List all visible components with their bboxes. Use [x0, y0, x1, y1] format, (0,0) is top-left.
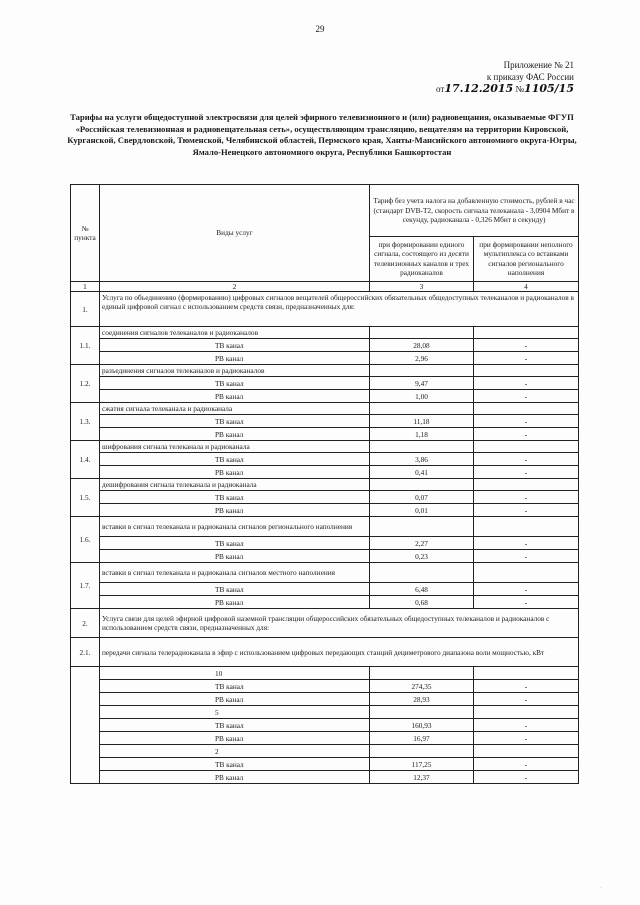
item-num: 1.3.: [71, 403, 100, 441]
order-date: 17.12.2015: [444, 82, 514, 95]
item-name: вставки в сигнал телеканала и радиоканала сигналов местного наполнения: [100, 563, 370, 583]
pb-value: 28,93: [370, 693, 474, 706]
pb-value: 16,97: [370, 732, 474, 745]
dash-value: -: [474, 771, 579, 784]
dash-value: -: [474, 415, 579, 428]
pb-value: 12,37: [370, 771, 474, 784]
header-col3: при формировании единого сигнала, состоящего из десяти телевизионных каналов и трех радиоканалов: [370, 236, 474, 281]
power-value: 5: [100, 706, 370, 719]
tv-label: ТВ канал: [100, 680, 370, 693]
dash-value: -: [474, 352, 579, 365]
table-row: [71, 550, 579, 563]
tv-value: 274,35: [370, 680, 474, 693]
order-number: 1105/15: [524, 82, 574, 95]
tv-value: 9,47: [370, 377, 474, 390]
dash-value: -: [474, 732, 579, 745]
table-row: [71, 680, 579, 693]
header-tariff: Тариф без учета налога на добавленную стоимость, рублей в час (стандарт DVB-T2, скорость сигнала телеканала - 3,0904 Мбит в секунду, радиоканала - 0,326 Мбит в секунду): [370, 185, 579, 237]
dash-value: -: [474, 491, 579, 504]
tv-value: 11,18: [370, 415, 474, 428]
header-col4: при формировании неполного мультиплекса со вставками сигналов регионального наполнения: [474, 236, 579, 281]
table-row: [71, 596, 579, 609]
table-row: [71, 339, 579, 352]
pb-label: РВ канал: [100, 390, 370, 403]
pb-value: 0,41: [370, 466, 474, 479]
pb-label: РВ канал: [100, 550, 370, 563]
table-row: [71, 745, 579, 758]
table-row: [71, 352, 579, 365]
pb-value: 0,01: [370, 504, 474, 517]
dash-value: -: [474, 466, 579, 479]
appendix-order-ref: к приказу ФАС России: [486, 71, 574, 82]
document-title: Тарифы на услуги общедоступной электросвязи для целей эфирного телевизионного и (или) радиовещания, оказываемые ФГУП «Российская телевизионная и радиовещательная сеть», осуществляющим трансляцию, вещателям на территории Кировской, Курганской, Свердловской, Тюменской, Челябинской областей, Пермского края, Ханты-Мансийского автономного округа-Югры, Ямало-Ненецкого автономного округа, Республики Башкортостан: [67, 112, 577, 157]
table-row: [71, 327, 579, 339]
table-row: [71, 453, 579, 466]
dash-value: -: [474, 453, 579, 466]
pb-value: 1,18: [370, 428, 474, 441]
table-row: [71, 537, 579, 550]
table-row: [71, 583, 579, 596]
header-num: № пункта: [71, 185, 100, 282]
tv-label: ТВ канал: [100, 377, 370, 390]
dash-value: -: [474, 550, 579, 563]
item-num: 2.1.: [71, 638, 100, 667]
table-row: [71, 563, 579, 583]
table-row: [71, 365, 579, 377]
tv-label: ТВ канал: [100, 583, 370, 596]
table-row: [71, 415, 579, 428]
section-num: 2.: [71, 609, 100, 638]
dash-value: -: [474, 504, 579, 517]
power-value: 10: [100, 667, 370, 680]
pb-label: РВ канал: [100, 596, 370, 609]
table-row: [71, 441, 579, 453]
scan-mark: ·: [600, 886, 602, 891]
pb-value: 0,23: [370, 550, 474, 563]
header-service: Виды услуг: [100, 185, 370, 282]
table-row: [71, 667, 579, 680]
tv-value: 117,25: [370, 758, 474, 771]
pb-label: РВ канал: [100, 504, 370, 517]
tv-label: ТВ канал: [100, 415, 370, 428]
tv-label: ТВ канал: [100, 491, 370, 504]
order-date-prefix: от: [435, 84, 445, 94]
dash-value: -: [474, 377, 579, 390]
table-row: [71, 390, 579, 403]
dash-value: -: [474, 719, 579, 732]
dash-value: -: [474, 758, 579, 771]
dash-value: -: [474, 339, 579, 352]
item-num: 1.6.: [71, 517, 100, 563]
table-row: [71, 732, 579, 745]
item-num: 1.2.: [71, 365, 100, 403]
col-number: 1: [71, 282, 100, 292]
item-num: 1.4.: [71, 441, 100, 479]
pb-label: РВ канал: [100, 693, 370, 706]
item-num: 1.5.: [71, 479, 100, 517]
dash-value: -: [474, 680, 579, 693]
table-row: [71, 517, 579, 537]
tv-label: ТВ канал: [100, 758, 370, 771]
dash-value: -: [474, 390, 579, 403]
order-number-prefix: №: [515, 84, 525, 94]
page-number: 29: [315, 24, 325, 34]
section-text: Услуга по объединению (формированию) цифровых сигналов вещателей общероссийских обязательных общедоступных телеканалов и радиоканалов в единый цифровой сигнал с использованием средств связи, предназначенных для:: [100, 292, 579, 327]
table-row: [71, 693, 579, 706]
item-name: разъединения сигналов телеканалов и радиоканалов: [100, 365, 370, 377]
pb-value: 2,96: [370, 352, 474, 365]
order-line: [436, 83, 574, 96]
appendix-title: Приложение № 21: [503, 60, 574, 70]
pb-value: 1,00: [370, 390, 474, 403]
power-value: 2: [100, 745, 370, 758]
table-row: [71, 428, 579, 441]
table-row: [71, 771, 579, 784]
col-number: 4: [474, 282, 579, 292]
item-name: шифрования сигнала телеканала и радиоканала: [100, 441, 370, 453]
col-number: 3: [370, 282, 474, 292]
dash-value: -: [474, 596, 579, 609]
pb-label: РВ канал: [100, 732, 370, 745]
appendix-block: [436, 60, 574, 96]
table-row: [71, 706, 579, 719]
item-name: дешифрования сигнала телеканала и радиоканала: [100, 479, 370, 491]
pb-label: РВ канал: [100, 466, 370, 479]
table-row: [71, 403, 579, 415]
col-number: 2: [100, 282, 370, 292]
dash-value: -: [474, 583, 579, 596]
tariff-table: [70, 184, 579, 784]
dash-value: -: [474, 537, 579, 550]
tv-label: ТВ канал: [100, 339, 370, 352]
tv-value: 2,27: [370, 537, 474, 550]
table-row: [71, 719, 579, 732]
item-num: 1.7.: [71, 563, 100, 609]
table-row: [71, 504, 579, 517]
tv-label: ТВ канал: [100, 537, 370, 550]
dash-value: -: [474, 428, 579, 441]
item-name: сжатия сигнала телеканала и радиоканала: [100, 403, 370, 415]
tv-value: 160,93: [370, 719, 474, 732]
table-row: [71, 377, 579, 390]
table-row: [71, 466, 579, 479]
section-text: Услуга связи для целей эфирной цифровой наземной трансляции общероссийских обязательных общедоступных телеканалов и радиоканалов с использованием средств связи, предназначенных для:: [100, 609, 579, 638]
pb-label: РВ канал: [100, 352, 370, 365]
pb-label: РВ канал: [100, 428, 370, 441]
tv-value: 6,48: [370, 583, 474, 596]
tv-label: ТВ канал: [100, 453, 370, 466]
pb-label: РВ канал: [100, 771, 370, 784]
tv-value: 28,08: [370, 339, 474, 352]
item-text: передачи сигнала телерадиоканала в эфир с использованием цифровых передающих станций дециметрового диапазона волн мощностью, кВт: [100, 638, 579, 667]
section-num: 1.: [71, 292, 100, 327]
table-row: [71, 491, 579, 504]
dash-value: -: [474, 693, 579, 706]
item-name: соединения сигналов телеканалов и радиоканалов: [100, 327, 370, 339]
tv-value: 0,07: [370, 491, 474, 504]
table-row: [71, 758, 579, 771]
item-num: 1.1.: [71, 327, 100, 365]
tv-label: ТВ канал: [100, 719, 370, 732]
tv-value: 3,86: [370, 453, 474, 466]
table-row: [71, 479, 579, 491]
item-name: вставки в сигнал телеканала и радиоканала сигналов регионального наполнения: [100, 517, 370, 537]
pb-value: 0,68: [370, 596, 474, 609]
